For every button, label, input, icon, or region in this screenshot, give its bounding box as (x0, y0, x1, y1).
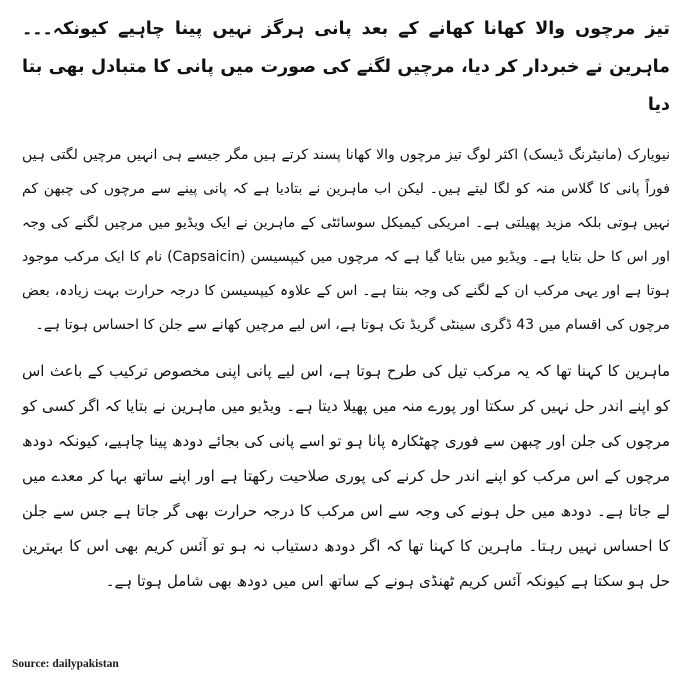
article-headline: تیز مرچوں والا کھانا کھانے کے بعد پانی ہرگز نہیں پینا چاہیے کیونکہ۔۔۔ ماہرین نے خبردار کر دیا، مرچیں لگنے کی صورت میں پانی کا متبادل بھی بتا دیا (22, 19, 670, 115)
article-paragraph-2: ماہرین کا کہنا تھا کہ یہ مرکب تیل کی طرح ہوتا ہے، اس لیے پانی اپنی مخصوص ترکیب کے باعث اس کو اپنے اندر حل نہیں کر سکتا اور پورے منہ میں پھیلا دیتا ہے۔ ویڈیو میں ماہرین نے بتایا کہ اگر کسی کو مرچوں کی جلن اور چبھن سے فوری چھٹکارہ پانا ہو تو اسے پانی کی بجائے دودھ پینا چاہیے، کیونکہ دودھ مرچوں کے اس مرکب کو اپنے اندر حل کرنے کی پوری صلاحیت رکھتا ہے اور اپنے ساتھ بہا کر معدے میں لے جاتا ہے۔ دودھ میں حل ہونے کی وجہ سے اس مرکب کا درجہ حرارت بھی گر جاتا ہے جس سے جلن کا احساس نہیں رہتا۔ ماہرین کا کہنا تھا کہ اگر دودھ دستیاب نہ ہو تو آئس کریم بھی اس کا بہترین حل ہو سکتا ہے کیونکہ آئس کریم ٹھنڈی ہونے کے ساتھ اس میں دودھ بھی شامل ہوتا ہے۔ (22, 362, 670, 590)
source-credit: Source: dailypakistan (12, 658, 119, 670)
article-paragraph-1: نیویارک (مانیٹرنگ ڈیسک) اکثر لوگ تیز مرچوں والا کھانا پسند کرتے ہیں مگر جیسے ہی انہیں مرچیں لگتی ہیں فوراً پانی کا گلاس منہ کو لگا لیتے ہیں۔ لیکن اب ماہرین نے بتادیا ہے کہ پانی پینے سے مرچوں کی چبھن کم نہیں ہوتی بلکہ مزید پھیلتی ہے۔ امریکی کیمیکل سوسائٹی کے ماہرین نے ایک ویڈیو میں مرچیں لگنے کی وجہ اور اس کا حل بتایا ہے۔ ویڈیو میں بتایا گیا ہے کہ مرچوں میں کیپسیسن (Capsaicin) نام کا ایک مرکب موجود ہوتا ہے اور یہی مرکب ان کے لگنے کی وجہ بنتا ہے۔ اس کے علاوہ کیپسیسن کا درجہ حرارت بہت زیادہ، بعض مرچوں کی اقسام میں 43 ڈگری سینٹی گریڈ تک ہوتا ہے، اس لیے مرچیں کھانے سے جلن کا احساس ہوتا ہے۔ (22, 147, 670, 333)
